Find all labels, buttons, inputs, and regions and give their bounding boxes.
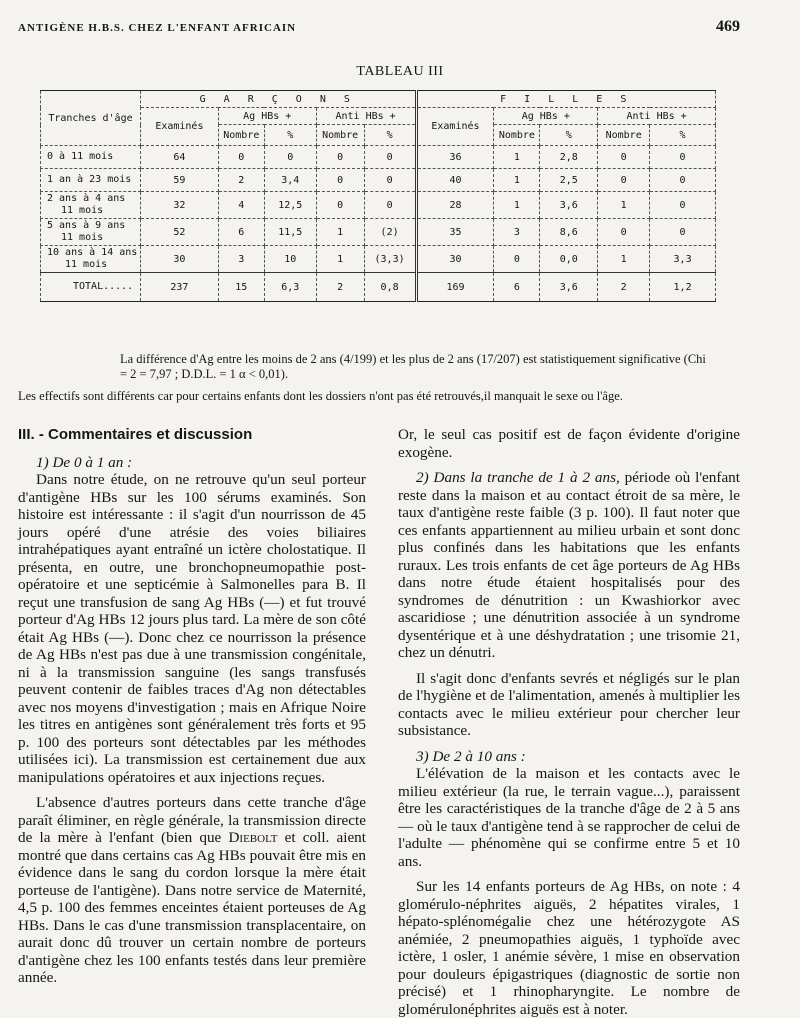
- cell: 237: [140, 273, 218, 302]
- subheading-2-10-ans: 3) De 2 à 10 ans :: [416, 747, 526, 765]
- cell: 0: [598, 219, 650, 246]
- header-filles: F I L L E S: [416, 91, 715, 108]
- header-f-ag: Ag HBs +: [494, 108, 598, 125]
- cell: 1: [494, 192, 540, 219]
- paragraph: Dans notre étude, on ne retrouve qu'un seul porteur d'antigène HBs sur les 100 sérums examinés. Son histoire est intéressante : il s'agit d'un nourrisson de 45 jours opéré d'une atrésie des voies biliaires intrahépatiques ayant entraîné un ictère cholostatique. Il présenta, en outre, une bronchopneumopathie post-opératoire et une septicémie à Salmonelles para B. Il reçut une transfusion de sang Ag HBs (—) et fut trouvé porteur d'Ag HBs 12 jours plus tard. La mère de son côté était Ag HBs (—). Donc chez ce nourrisson la présence de Ag HBs n'est pas due à une transmission congénitale, ni à la transmission sanguine (les sangs transfusés peuvent contenir de faibles traces d'Ag non détectables avec nos moyens d'investigation ; mais en Afrique Noire les titres en antigènes sont généralement très forts et 95 p. 100 des porteurs sont détectables par les méthodes utilisées ici). La transmission est certainement due aux manipulations opératoires et aux injections reçues.: [18, 471, 366, 786]
- cell: 0: [264, 146, 316, 169]
- cell: 2: [316, 273, 364, 302]
- cell: 1,2: [650, 273, 716, 302]
- cell: 0: [316, 192, 364, 219]
- header-f-anti: Anti HBs +: [598, 108, 716, 125]
- cell: 12,5: [264, 192, 316, 219]
- table-note-effectifs: Les effectifs sont différents car pour certains enfants dont les dossiers n'ont pas été retrouvés,il manquait le sexe ou l'âge.: [18, 389, 623, 403]
- paragraph: Sur les 14 enfants porteurs de Ag HBs, on note : 4 glomérulo-néphrites aiguës, 2 hépatites virales, 1 hépato-splénomégalie chez une hétérozygote AS anémiée, 2 pneumopathies aiguës, 1 typhoïde avec ictère, 1 osler, 1 anémie sévère, 1 mise en observation pour douleurs épigastriques (diagnostic de sortie non précisé) et 1 rhinopharyngite. Le nombre de glomérulonéphrites aiguës est à noter.: [398, 878, 740, 1018]
- cell: 0: [364, 169, 416, 192]
- paragraph: Or, le seul cas positif est de façon évidente d'origine exogène.: [398, 426, 740, 461]
- cell: 1: [494, 146, 540, 169]
- cell: 1: [316, 219, 364, 246]
- cell: 3,6: [540, 192, 598, 219]
- cell: 40: [416, 169, 494, 192]
- cell: (2): [364, 219, 416, 246]
- cell: 30: [140, 246, 218, 273]
- cell: 1: [598, 192, 650, 219]
- cell: 0,8: [364, 273, 416, 302]
- row-age: 0 à 11 mois: [41, 146, 141, 169]
- table-row-total: [41, 273, 716, 302]
- cell: 0: [364, 192, 416, 219]
- cell: 2,5: [540, 169, 598, 192]
- left-column: [18, 426, 366, 987]
- cell: 36: [416, 146, 494, 169]
- paragraph: L'élévation de la maison et les contacts avec le milieu extérieur (la rue, le terrain vague...), paraissent être les caractéristiques de la tranche d'âge de 2 à 5 ans — où le taux d'antigène tend à se rapprocher de celui de l'adulte — phénomène qui se confirme entre 5 et 10 ans.: [398, 765, 740, 870]
- cell: 0: [316, 169, 364, 192]
- row-age: 2 ans à 4 ans 11 mois: [41, 192, 141, 219]
- author-name: Diebolt: [228, 829, 278, 846]
- cell: 2,8: [540, 146, 598, 169]
- cell: 0: [650, 169, 716, 192]
- header-g-anti-pct: %: [364, 125, 416, 146]
- header-garcons: G A R Ç O N S: [140, 91, 416, 108]
- data-table: [40, 90, 716, 302]
- paragraph: 2) Dans la tranche de 1 à 2 ans, période où l'enfant reste dans la maison et au contact étroit de sa mère, le taux d'antigène reste faible (3 p. 100). Il faut noter que ces enfants appartiennent au milieu urbain et sont donc plus confinés dans les habitations que les enfants ruraux. Les trois enfants de cet âge porteurs de Ag HBs dans notre étude étaient hospitalisés pour des syndromes de dénutrition : un Kwashiorkor avec ascaridiose ; une dénutrition associée à un syndrome dysentérique et à une déshydratation ; une trisomie 21, chez un dénutri.: [398, 469, 740, 661]
- right-column: [398, 426, 740, 1018]
- cell: 8,6: [540, 219, 598, 246]
- cell: 0: [364, 146, 416, 169]
- table-title: TABLEAU III: [356, 64, 444, 79]
- table-row: [41, 146, 716, 169]
- header-g-ag-n: Nombre: [218, 125, 264, 146]
- cell: 3: [494, 219, 540, 246]
- cell: 0: [494, 246, 540, 273]
- cell: 35: [416, 219, 494, 246]
- paragraph: Il s'agit donc d'enfants sevrés et négligés sur le plan de l'hygiène et de l'alimentation, amenés à multiplier les contacts avec le milieu extérieur pour chercher leur subsistance.: [398, 669, 740, 739]
- cell: 0: [598, 146, 650, 169]
- cell: 4: [218, 192, 264, 219]
- cell: 64: [140, 146, 218, 169]
- cell: 169: [416, 273, 494, 302]
- paragraph: L'absence d'autres porteurs dans cette tranche d'âge paraît éliminer, en règle générale, la transmission directe de la mère à l'enfant (bien que Diebolt et coll. aient montré que dans certains cas Ag HBs pouvait être mis en évidence dans le sang du cordon lorsque la mère était porteuse de l'antigène). Dans notre service de Maternité, 4,5 p. 100 des femmes enceintes étaient porteuses de Ag HBs. Dans le cas d'une transmission transplacentaire, on aurait donc dû trouver un certain nombre de porteurs d'antigène chez les 100 enfants testés dans leur première année.: [18, 794, 366, 986]
- cell: 0: [650, 146, 716, 169]
- cell: 0: [316, 146, 364, 169]
- header-f-ag-pct: %: [540, 125, 598, 146]
- cell: 0,0: [540, 246, 598, 273]
- table-note-significance: La différence d'Ag entre les moins de 2 ans (4/199) et les plus de 2 ans (17/207) est statistiquement significative (Chi = 2 = 7,97 ; D.D.L. = 1 α < 0,01).: [120, 352, 706, 381]
- total-label: TOTAL.....: [41, 273, 141, 302]
- row-age: 5 ans à 9 ans 11 mois: [41, 219, 141, 246]
- cell: 1: [598, 246, 650, 273]
- cell: 3,3: [650, 246, 716, 273]
- header-f-anti-pct: %: [650, 125, 716, 146]
- header-f-examines: Examinés: [416, 108, 494, 146]
- cell: 59: [140, 169, 218, 192]
- cell: 3,6: [540, 273, 598, 302]
- header-f-anti-n: Nombre: [598, 125, 650, 146]
- cell: (3,3): [364, 246, 416, 273]
- cell: 0: [650, 192, 716, 219]
- table-row: [41, 246, 716, 273]
- cell: 6: [494, 273, 540, 302]
- row-age: 1 an à 23 mois: [41, 169, 141, 192]
- cell: 0: [650, 219, 716, 246]
- header-f-ag-n: Nombre: [494, 125, 540, 146]
- header-g-anti: Anti HBs +: [316, 108, 416, 125]
- cell: 0: [598, 169, 650, 192]
- cell: 11,5: [264, 219, 316, 246]
- cell: 3: [218, 246, 264, 273]
- cell: 15: [218, 273, 264, 302]
- row-age: 10 ans à 14 ans 11 mois: [41, 246, 141, 273]
- table-row: [41, 219, 716, 246]
- cell: 52: [140, 219, 218, 246]
- cell: 1: [316, 246, 364, 273]
- subheading-0-1-an: 1) De 0 à 1 an :: [36, 453, 133, 471]
- header-g-examines: Examinés: [140, 108, 218, 146]
- header-g-anti-n: Nombre: [316, 125, 364, 146]
- table-row: [41, 169, 716, 192]
- header-g-ag-pct: %: [264, 125, 316, 146]
- cell: 10: [264, 246, 316, 273]
- table-row: [41, 192, 716, 219]
- cell: 6: [218, 219, 264, 246]
- header-age: Tranches d'âge: [41, 91, 141, 146]
- cell: 2: [598, 273, 650, 302]
- running-title: ANTIGÈNE H.B.S. CHEZ L'ENFANT AFRICAIN: [18, 22, 297, 34]
- section-title: III. - Commentaires et discussion: [18, 426, 253, 443]
- cell: 6,3: [264, 273, 316, 302]
- cell: 3,4: [264, 169, 316, 192]
- cell: 1: [494, 169, 540, 192]
- cell: 30: [416, 246, 494, 273]
- cell: 2: [218, 169, 264, 192]
- page-number: 469: [716, 18, 740, 35]
- cell: 0: [218, 146, 264, 169]
- cell: 32: [140, 192, 218, 219]
- header-g-ag: Ag HBs +: [218, 108, 316, 125]
- cell: 28: [416, 192, 494, 219]
